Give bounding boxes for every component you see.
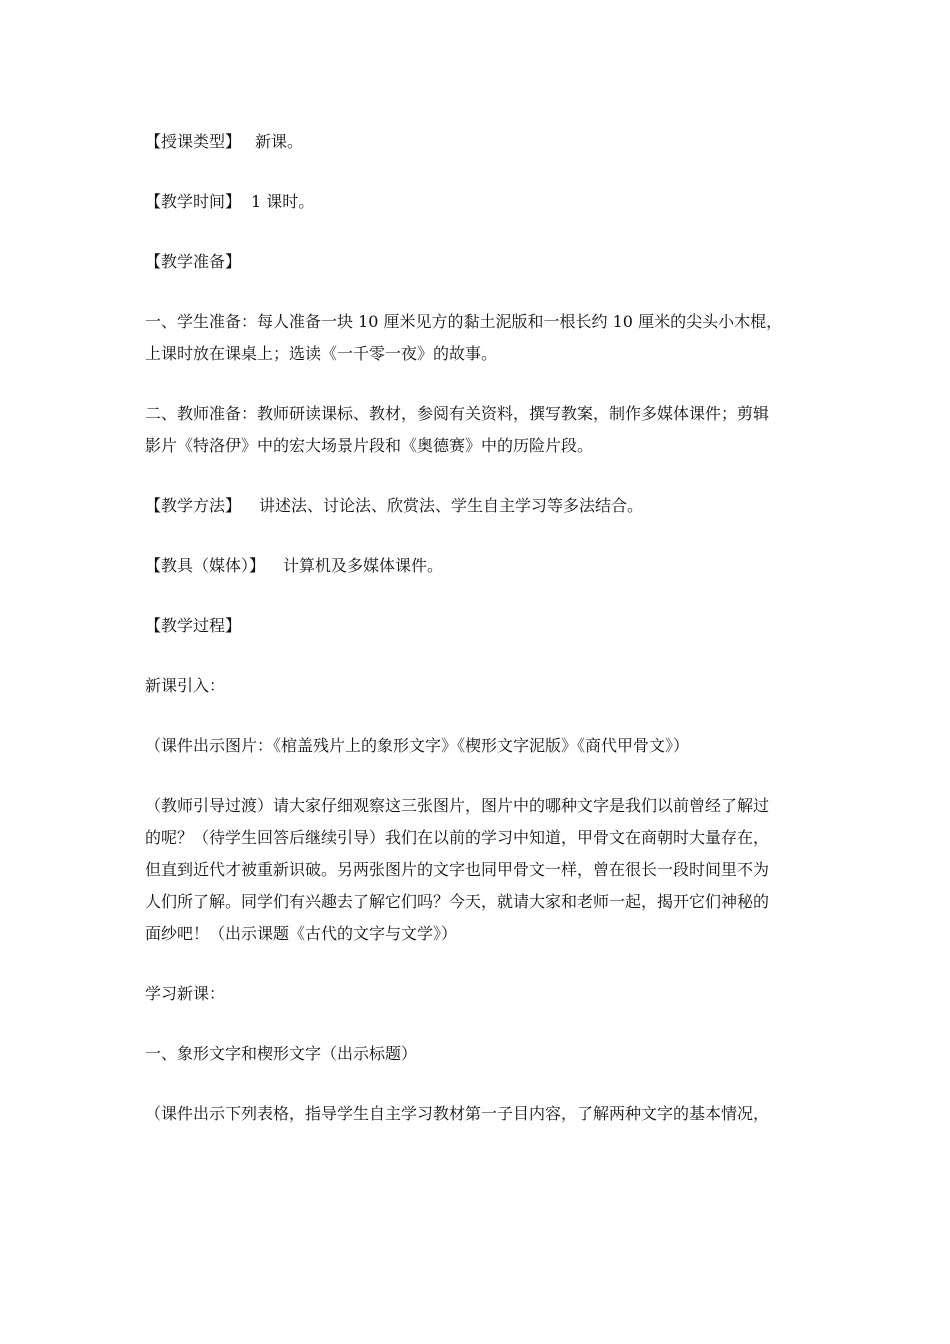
teaching-time-row <box>145 186 810 218</box>
preparation-label: 【教学准备】 <box>145 252 242 271</box>
guide-line: 的呢？（待学生回答后继续引导）我们在以前的学习中知道，甲骨文在商朝时大量存在， <box>145 828 770 847</box>
new-lesson-heading <box>145 978 810 1010</box>
courseware-note-text: （课件出示图片：《棺盖残片上的象形文字》《楔形文字泥版》《商代甲骨文》） <box>145 736 690 755</box>
lesson-type-value: 新课。 <box>255 132 304 151</box>
guide-line: 但直到近代才被重新识破。另两张图片的文字也同甲骨文一样，曾在很长一段时间里不为 <box>145 860 770 879</box>
media-label: 【教具（媒体）】 <box>145 556 266 575</box>
student-preparation-line: 上课时放在课桌上；选读《一千零一夜》的故事。 <box>145 344 498 363</box>
section-one-title <box>145 1038 810 1070</box>
intro-heading <box>145 670 810 702</box>
document-page <box>145 126 810 1158</box>
teaching-time-value: 1 课时。 <box>251 192 315 211</box>
teacher-preparation <box>145 398 810 462</box>
guide-paragraph <box>145 790 810 950</box>
teaching-time-label: 【教学时间】 <box>145 192 242 211</box>
media-value: 计算机及多媒体课件。 <box>283 556 444 575</box>
lesson-type-label: 【授课类型】 <box>145 132 242 151</box>
guide-line: 人们所了解。同学们有兴趣去了解它们吗？今天，就请大家和老师一起，揭开它们神秘的 <box>145 892 770 911</box>
process-label: 【教学过程】 <box>145 616 242 635</box>
lesson-type-row <box>145 126 810 158</box>
student-preparation-line: 一、学生准备：每人准备一块 10 厘米见方的黏土泥版和一根长约 10 厘米的尖头小木棍， <box>145 312 783 331</box>
student-preparation <box>145 306 810 370</box>
table-note <box>145 1098 810 1130</box>
methods-row <box>145 490 810 522</box>
teacher-preparation-line: 影片《特洛伊》中的宏大场景片段和《奥德赛》中的历险片段。 <box>145 436 594 455</box>
new-lesson-heading-text: 学习新课： <box>145 984 226 1003</box>
courseware-note <box>145 730 810 762</box>
section-one-title-text: 一、象形文字和楔形文字（出示标题） <box>145 1044 418 1063</box>
teacher-preparation-line: 二、教师准备：教师研读课标、教材，参阅有关资料，撰写教案，制作多媒体课件；剪辑 <box>145 404 770 423</box>
preparation-heading <box>145 246 810 278</box>
guide-line: （教师引导过渡）请大家仔细观察这三张图片，图片中的哪种文字是我们以前曾经了解过 <box>145 796 770 815</box>
media-row <box>145 550 810 582</box>
methods-label: 【教学方法】 <box>145 496 242 515</box>
process-heading <box>145 610 810 642</box>
methods-value: 讲述法、讨论法、欣赏法、学生自主学习等多法结合。 <box>259 496 644 515</box>
table-note-text: （课件出示下列表格，指导学生自主学习教材第一子目内容，了解两种文字的基本情况， <box>145 1104 770 1123</box>
intro-heading-text: 新课引入： <box>145 676 226 695</box>
guide-line: 面纱吧！（出示课题《古代的文字与文学》） <box>145 924 458 943</box>
